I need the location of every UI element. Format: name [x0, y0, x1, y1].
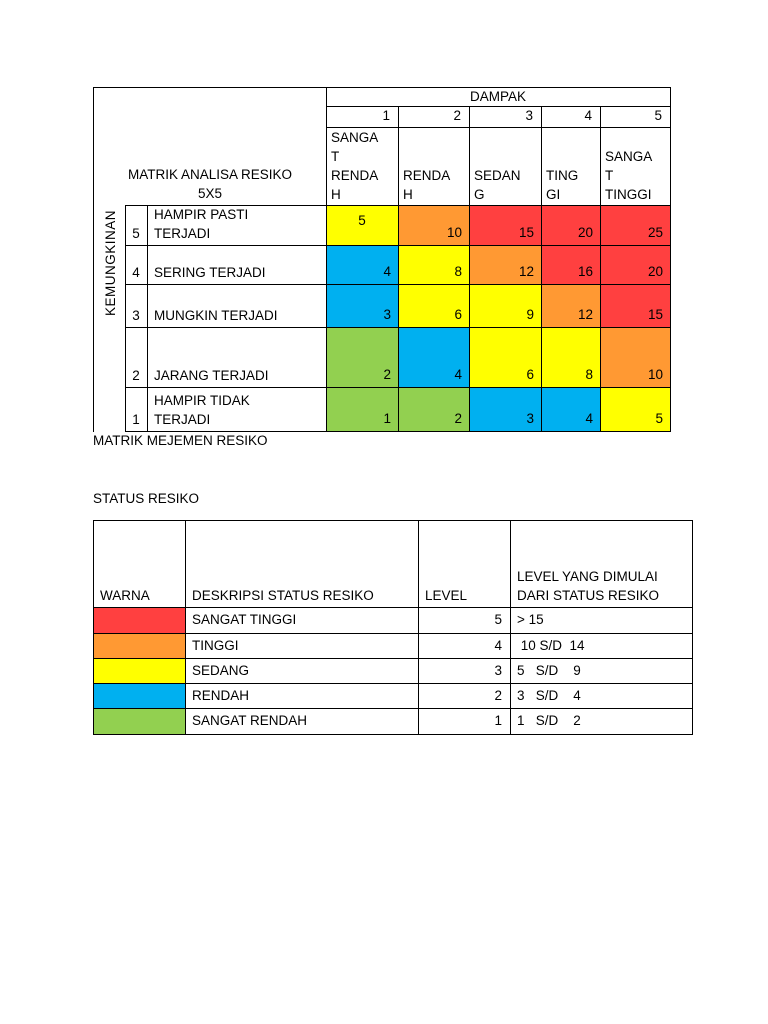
- likelihood-label: HAMPIR TIDAK: [154, 393, 250, 408]
- risk-score: 1: [383, 411, 391, 426]
- risk-score: 6: [526, 367, 534, 382]
- impact-label: SANGA: [331, 130, 379, 145]
- risk-score: 4: [585, 411, 593, 426]
- impact-label: RENDA: [331, 168, 379, 183]
- grid-line: [93, 520, 693, 521]
- header-warna: WARNA: [100, 588, 150, 603]
- likelihood-label: SERING TERJADI: [154, 265, 266, 280]
- risk-score: 6: [454, 307, 462, 322]
- impact-number: 2: [453, 108, 461, 123]
- status-color-swatch: [93, 683, 185, 708]
- impact-label: T: [605, 168, 614, 183]
- likelihood-label: MUNGKIN TERJADI: [154, 308, 278, 323]
- impact-label: TINGGI: [605, 187, 652, 202]
- status-level: 2: [494, 688, 502, 703]
- impact-number: 4: [584, 108, 592, 123]
- status-level: 3: [494, 663, 502, 678]
- risk-score: 15: [518, 225, 534, 240]
- header-deskripsi: DESKRIPSI STATUS RESIKO: [192, 588, 374, 603]
- grid-line: [510, 520, 511, 735]
- status-description: SANGAT TINGGI: [192, 612, 297, 627]
- grid-line: [93, 658, 693, 659]
- impact-label: G: [474, 187, 485, 202]
- impact-number: 5: [654, 108, 662, 123]
- risk-score: 4: [383, 264, 391, 279]
- impact-label: GI: [546, 187, 561, 202]
- risk-score: 2: [383, 367, 391, 382]
- risk-score: 5: [358, 213, 366, 228]
- risk-score: 4: [454, 367, 462, 382]
- impact-label: TING: [546, 168, 579, 183]
- kemungkinan-label: KEMUNGKINAN: [103, 209, 118, 316]
- status-range: > 15: [517, 612, 544, 627]
- matrix-caption: MATRIK MEJEMEN RESIKO: [93, 433, 268, 448]
- header-level: LEVEL: [425, 588, 468, 603]
- status-range: 5 S/D 9: [517, 663, 581, 678]
- grid-line: [418, 520, 419, 735]
- status-title: STATUS RESIKO: [93, 491, 200, 506]
- status-description: RENDAH: [192, 688, 250, 703]
- status-color-swatch: [93, 658, 185, 683]
- risk-score: 3: [526, 411, 534, 426]
- risk-score: 25: [647, 225, 663, 240]
- grid-line: [93, 708, 693, 709]
- risk-score: 15: [647, 307, 663, 322]
- impact-label: H: [403, 187, 413, 202]
- likelihood-number: 2: [132, 368, 140, 383]
- likelihood-label: TERJADI: [154, 412, 211, 427]
- grid-line: [185, 520, 186, 735]
- likelihood-label: HAMPIR PASTI: [154, 207, 249, 222]
- grid-line: [93, 633, 693, 634]
- grid-line: [692, 520, 693, 735]
- header-range-line2: DARI STATUS RESIKO: [517, 588, 660, 603]
- grid-line: [93, 520, 94, 735]
- impact-label: H: [331, 187, 341, 202]
- status-description: SEDANG: [192, 663, 250, 678]
- risk-score: 8: [585, 367, 593, 382]
- impact-number: 3: [525, 108, 533, 123]
- impact-label: T: [331, 149, 340, 164]
- likelihood-number: 3: [132, 308, 140, 323]
- status-level: 1: [494, 713, 502, 728]
- dampak-label: DAMPAK: [469, 89, 526, 104]
- matrix-title-line2: 5X5: [197, 186, 223, 201]
- impact-label: SANGA: [605, 149, 653, 164]
- risk-score: 20: [647, 264, 663, 279]
- status-level: 4: [494, 638, 502, 653]
- status-level: 5: [494, 612, 502, 627]
- header-range-line1: LEVEL YANG DIMULAI: [517, 569, 658, 584]
- status-color-swatch: [93, 633, 185, 658]
- matrix-title-line1: MATRIK ANALISA RESIKO: [127, 167, 293, 182]
- status-description: TINGGI: [192, 638, 239, 653]
- status-description: SANGAT RENDAH: [192, 713, 308, 728]
- risk-score: 8: [454, 264, 462, 279]
- grid-line: [93, 734, 693, 735]
- impact-label: RENDA: [403, 168, 451, 183]
- risk-score: 12: [518, 264, 534, 279]
- status-color-swatch: [93, 708, 185, 734]
- grid-line: [93, 607, 693, 608]
- risk-score: 16: [577, 264, 593, 279]
- likelihood-label: TERJADI: [154, 226, 211, 241]
- risk-score: 12: [577, 307, 593, 322]
- status-range: 3 S/D 4: [517, 688, 581, 703]
- likelihood-number: 1: [132, 412, 140, 427]
- status-range: 10 S/D 14: [517, 638, 585, 653]
- risk-score: 10: [647, 367, 663, 382]
- risk-score: 20: [577, 225, 593, 240]
- likelihood-number: 4: [132, 265, 140, 280]
- grid-line: [93, 683, 693, 684]
- status-color-swatch: [93, 607, 185, 633]
- risk-score: 2: [454, 411, 462, 426]
- status-range: 1 S/D 2: [517, 713, 581, 728]
- risk-score: 5: [655, 411, 663, 426]
- likelihood-number: 5: [132, 226, 140, 241]
- risk-score: 3: [383, 307, 391, 322]
- risk-score: 10: [446, 225, 462, 240]
- impact-label: SEDAN: [474, 168, 521, 183]
- impact-number: 1: [382, 108, 390, 123]
- risk-score: 9: [526, 307, 534, 322]
- likelihood-label: JARANG TERJADI: [154, 368, 269, 383]
